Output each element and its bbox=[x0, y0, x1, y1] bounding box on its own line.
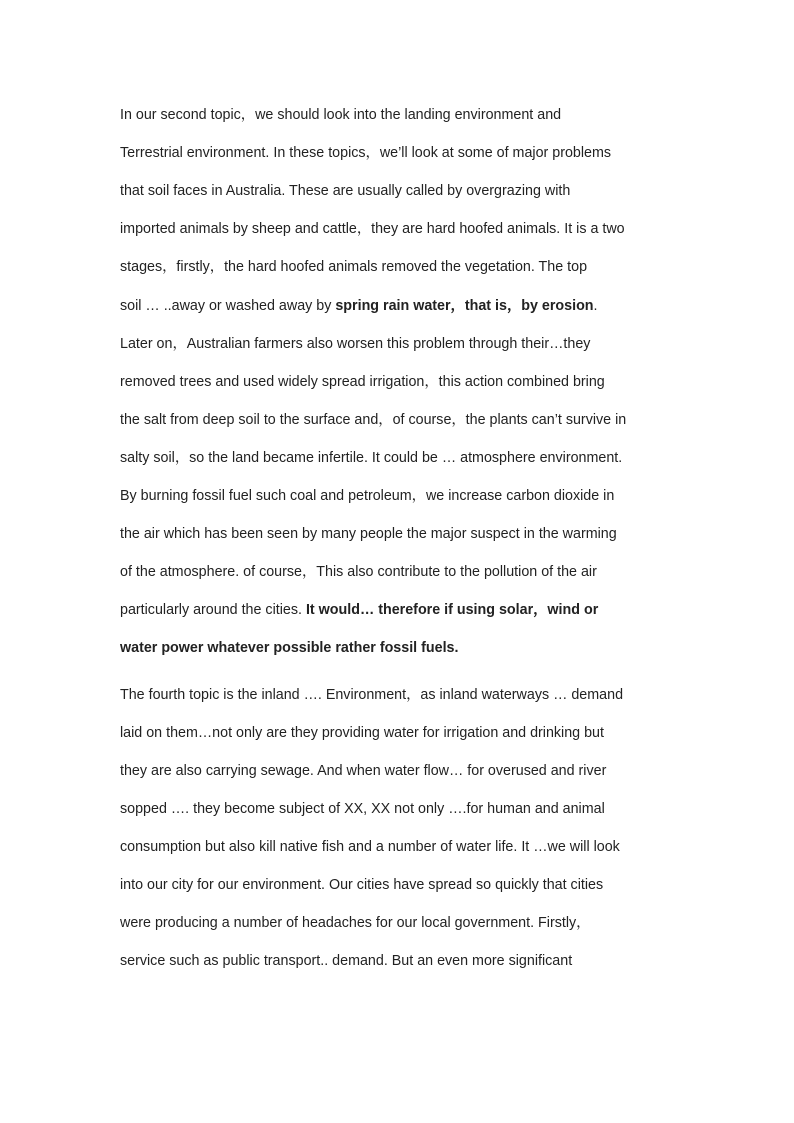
text-line bbox=[120, 258, 587, 276]
text-run: stages，firstly，the hard hoofed animals removed the vegetation. The top bbox=[120, 259, 588, 275]
text-run: laid on them…not only are they providing water for irrigation and drinking but bbox=[120, 725, 604, 741]
text-run: sopped …. they become subject of XX, XX not only ….for human and animal bbox=[120, 801, 605, 817]
text-line bbox=[120, 914, 590, 932]
text-line bbox=[120, 335, 590, 353]
text-run: into our city for our environment. Our cities have spread so quickly that cities bbox=[120, 877, 604, 893]
text-line bbox=[120, 876, 603, 894]
text-line bbox=[120, 106, 561, 124]
text-run: were producing a number of headaches for our local government. Firstly， bbox=[120, 915, 591, 931]
text-run: that soil faces in Australia. These are usually called by overgrazing with bbox=[120, 183, 571, 199]
bold-text-run: It would… therefore if using solar，wind or bbox=[305, 602, 599, 618]
text-run: removed trees and used widely spread irrigation，this action combined bring bbox=[120, 374, 605, 390]
text-run: of the atmosphere. of course，This also contribute to the pollution of the air bbox=[120, 564, 597, 580]
text-line bbox=[120, 220, 625, 238]
text-run: soil … ..away or washed away by bbox=[120, 298, 336, 314]
text-run: salty soil，so the land became infertile. It could be … atmosphere environment. bbox=[120, 450, 623, 466]
bold-text-run: spring rain water，that is，by erosion bbox=[335, 298, 594, 314]
text-line bbox=[120, 762, 606, 780]
text-run: Later on，Australian farmers also worsen this problem through their…they bbox=[120, 336, 591, 352]
text-line bbox=[120, 144, 611, 162]
text-line bbox=[120, 639, 458, 657]
text-line bbox=[120, 952, 572, 970]
text-line bbox=[120, 487, 614, 505]
text-run: the air which has been seen by many people the major suspect in the warming bbox=[120, 526, 617, 542]
text-run: imported animals by sheep and cattle，they are hard hoofed animals. It is a two bbox=[120, 221, 625, 237]
text-run: The fourth topic is the inland …. Environment，as inland waterways … demand bbox=[120, 687, 624, 703]
text-line bbox=[120, 449, 622, 467]
text-run: In our second topic，we should look into the landing environment and bbox=[120, 107, 562, 123]
text-line bbox=[120, 411, 626, 429]
text-line bbox=[120, 373, 605, 391]
text-line bbox=[120, 601, 598, 619]
text-line bbox=[120, 297, 598, 315]
text-run: consumption but also kill native fish and a number of water life. It …we will look bbox=[120, 839, 620, 855]
text-line bbox=[120, 525, 617, 543]
bold-text-run: water power whatever possible rather fossil fuels. bbox=[120, 640, 459, 656]
text-run: . bbox=[593, 298, 598, 314]
text-line bbox=[120, 182, 570, 200]
text-line bbox=[120, 800, 605, 818]
text-line bbox=[120, 724, 604, 742]
text-line bbox=[120, 563, 597, 581]
text-run: service such as public transport.. demand. But an even more significant bbox=[120, 953, 573, 969]
text-run: they are also carrying sewage. And when water flow… for overused and river bbox=[120, 763, 607, 779]
text-run: particularly around the cities. bbox=[120, 602, 306, 618]
text-run: Terrestrial environment. In these topics，we’ll look at some of major problems bbox=[120, 145, 612, 161]
text-run: the salt from deep soil to the surface and，of course，the plants can’t survive in bbox=[120, 412, 627, 428]
text-line bbox=[120, 838, 620, 856]
text-line bbox=[120, 686, 623, 704]
text-run: By burning fossil fuel such coal and petroleum，we increase carbon dioxide in bbox=[120, 488, 615, 504]
